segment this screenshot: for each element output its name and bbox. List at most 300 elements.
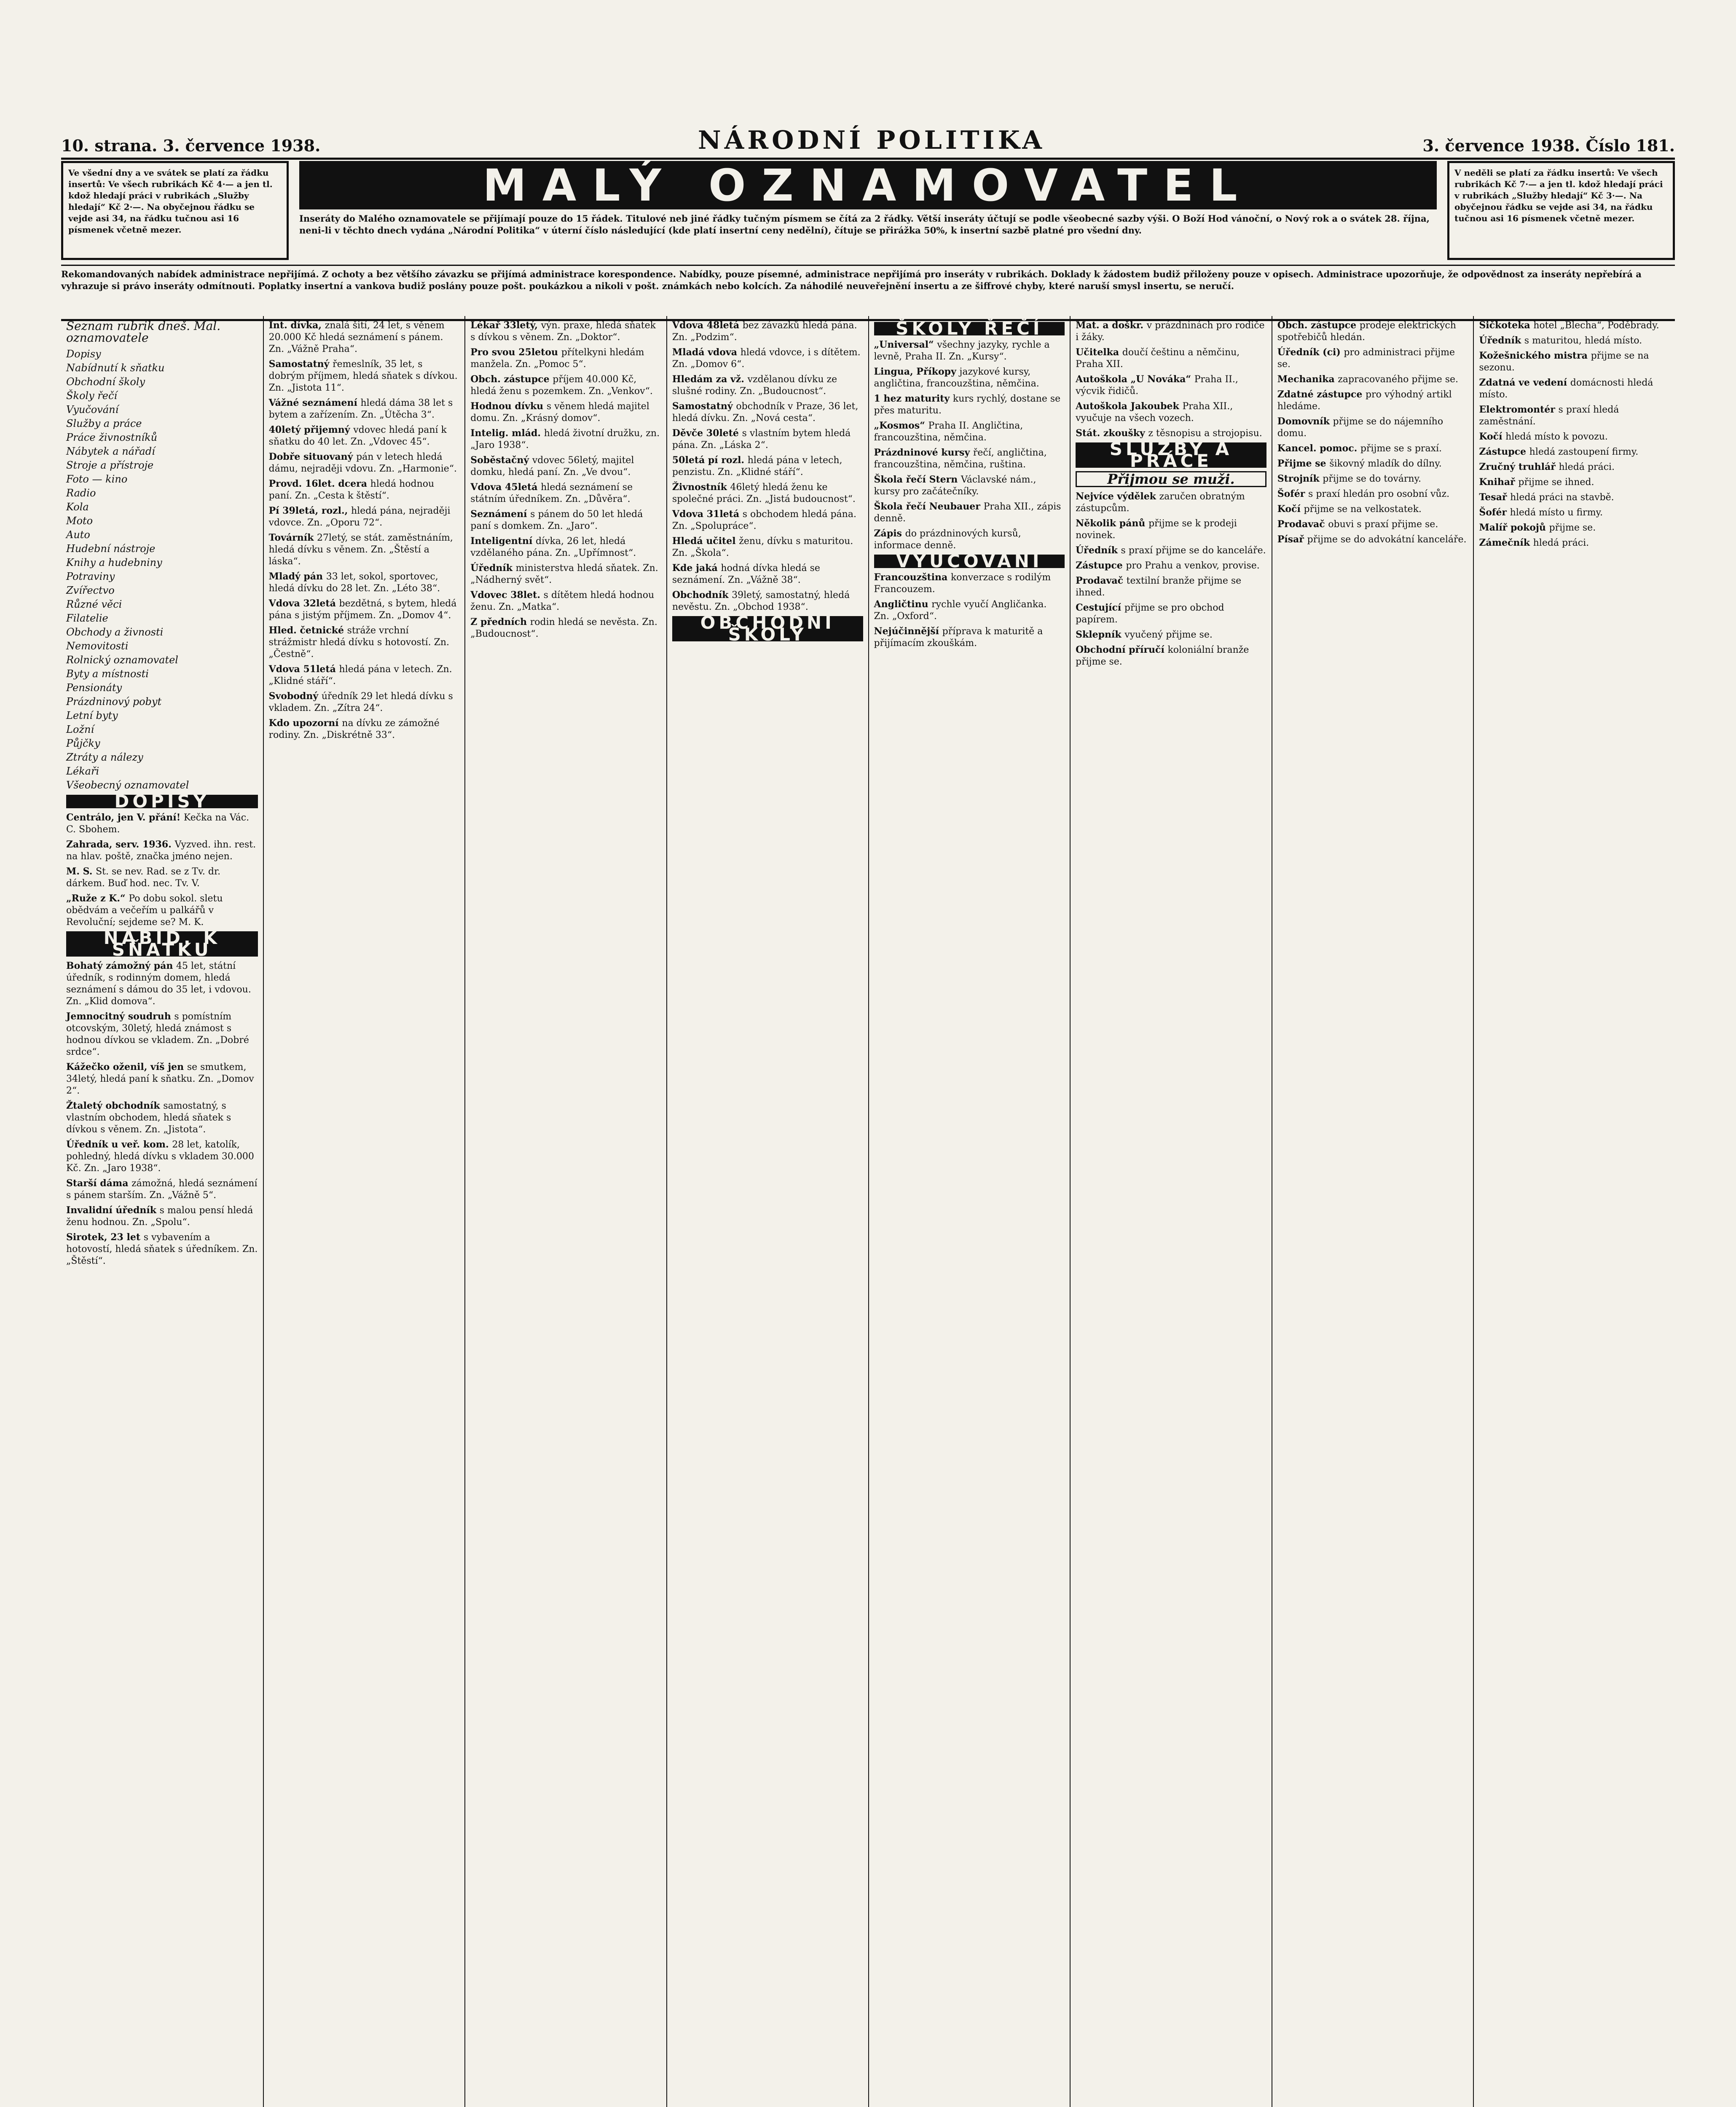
ad-text: přijme se s praxí. [1360,443,1442,454]
section-heading-snatek: NABÍD. K SŇATKU [66,931,258,957]
classified-ad [1277,389,1468,413]
ad-text: s obchodem hledá pána. Zn. „Spolupráce“. [672,509,856,531]
ad-text: přijme se do továrny. [1323,474,1422,484]
ad-list [1277,319,1468,546]
ad-heading: Knihař [1479,477,1519,488]
ad-heading: Hodnou dívku [470,401,547,412]
classified-ad [874,625,1065,649]
classified-ad [1479,335,1670,347]
ad-heading: Šofér [1479,507,1510,518]
rubric-item: Obchody a živnosti [66,626,164,638]
ad-text: hledá práci na stavbě. [1510,492,1614,503]
classified-ad [874,366,1065,390]
classified-ad [874,474,1065,498]
rubric-item: Hudební nástroje [66,543,156,555]
ad-text: přijme se na sezonu. [1479,351,1649,373]
column-8 [1473,316,1675,2107]
classified-ad [1277,442,1468,455]
ad-heading: Nejúčinnější [874,626,942,637]
ad-text: s malou pensí hledá ženu hodnou. Zn. „Spolu“. [66,1205,253,1228]
rubric-item: Ložní [66,724,94,735]
ad-text: řečí, angličtina, francouzština, němčina, ruština. [874,448,1047,470]
ad-heading: Žtaletý obchodník [66,1100,164,1111]
ad-heading: Šofér [1277,488,1309,499]
ad-text: hledá vdovce, i s dítětem. Zn. „Domov 6“. [672,347,861,370]
classified-ad [1479,446,1670,458]
ad-text: Praha II. Angličtina, francouzština, němčina. [874,421,1023,443]
rubric-item: Byty a místnosti [66,668,149,680]
ad-heading: Z předních [470,617,530,627]
ad-text: přijme se. [1549,523,1596,533]
ad-heading: Bohatý zámožný pán [66,960,177,971]
rubric-item: Pensionáty [66,682,122,694]
rubric-item: Dopisy [66,348,101,360]
classified-ad [66,1204,258,1228]
classified-ad [470,373,661,397]
ad-text: koloniální branže přijme se. [1076,645,1249,667]
ad-text: všechny jazyky, rychle a levně, Praha II. Zn. „Kursy“. [874,340,1050,362]
ad-heading: „Universal“ [874,339,937,350]
classified-ad [1076,629,1266,641]
rubric-item: Auto [66,529,90,541]
ad-text: 39letý, samostatný, hledá nevěstu. Zn. „Obchod 1938“. [672,590,850,612]
ad-heading: Soběstačný [470,455,532,466]
section-heading-sluzby: SLUŽBY A PRÁCE [1076,442,1266,468]
classified-ad [470,346,661,370]
classified-ad [1076,517,1266,541]
ad-text: bezdětná, s bytem, hledá pána s jistým příjmem. Zn. „Domov 4“. [268,598,457,621]
ad-text: rodin hledá se nevěsta. Zn. „Budoucnost“. [470,617,657,639]
column-3 [464,316,666,2107]
classified-ad [1277,373,1468,386]
ad-text: s praxí hledá zaměstnání. [1479,405,1619,427]
ad-text: Praha XII., vyučuje na všech vozech. [1076,401,1233,424]
ad-heading: Starší dáma [66,1178,132,1189]
subheading-hledaji: Přijmou se muži. [1076,471,1266,487]
ad-text: řemeslník, 35 let, s dobrým příjmem, hledá sňatek s dívkou. Zn. „Jistota 11“. [268,359,458,393]
classified-ad [1479,350,1670,374]
ad-list [1076,319,1266,440]
ad-text: hledá seznámení se státním úředníkem. Zn. „Důvěra“. [470,482,633,504]
ad-text: pán v letech hledá dámu, nejraději vdovu. Zn. „Harmonie“. [268,452,457,474]
classified-ad [269,717,460,741]
newspaper-title: NÁRODNÍ POLITIKA [698,126,1045,155]
classified-ad [269,319,460,355]
ad-text: s pomístním otcovským, 30letý, hledá známost s hodnou dívkou se vkladem. Zn. „Dobré srdce“. [66,1011,249,1057]
ad-heading: Úředník [1076,545,1121,556]
ad-text: domácnosti hledá místo. [1479,378,1653,400]
classified-ad [269,397,460,421]
ad-text: Kečka na Vác. C. Sbohem. [66,812,250,835]
ad-text: přijme se do advokátní kanceláře. [1307,534,1467,545]
column-7 [1272,316,1473,2107]
ad-text: Václavské nám., kursy pro začátečníky. [874,474,1036,497]
ad-text: St. se nev. Rad. se z Tv. dr. dárkem. Buď hod. nec. Tv. V. [66,866,221,889]
classified-ad [1479,491,1670,504]
rubric-item: Letní byty [66,710,118,721]
ad-text: hledá zastoupení firmy. [1529,447,1639,457]
classified-ad [66,866,258,890]
ad-text: Praha II., výcvik řidičů. [1076,374,1238,397]
ad-heading: Sklepník [1076,629,1125,640]
classified-ad [1076,544,1266,557]
rubric-item: Školy řečí [66,390,118,402]
rubric-list [66,347,258,792]
ad-list [66,960,258,1267]
classified-ad [672,535,863,559]
ad-heading: Vdova 48letá [672,320,743,331]
ad-text: jazykové kursy, angličtina, francouzština, němčina. [874,367,1039,389]
ad-text: příprava k maturitě a přijímacím zkouškám. [874,626,1043,649]
classified-ad [874,447,1065,471]
ad-text: Vyzved. ihn. rest. na hlav. poště, značka jméno nejen. [66,839,256,862]
classified-ad [874,571,1065,595]
ad-heading: Kočí [1479,431,1506,442]
ad-heading: Zahrada, serv. 1936. [66,839,175,850]
ad-list [470,319,661,640]
classified-ad [269,451,460,475]
ad-text: hledá dáma 38 let s bytem a zařízením. Zn. „Útěcha 3“. [268,398,453,420]
classified-ad [672,508,863,532]
ad-heading: Prodavač [1277,519,1328,530]
ad-list [66,812,258,928]
ad-text: 45 let, státní úředník, s rodinným domem, hledá seznámení s dámou do 35 let, i vdovou. Zn. „Klid domova“. [66,961,251,1007]
classified-ad [1076,346,1266,370]
ad-heading: Mladá vdova [672,347,741,358]
ad-text: hledá pána v letech. Zn. „Klidné stáří“. [268,664,452,686]
classified-ad [269,690,460,714]
ad-heading: Zápis [874,528,905,539]
ad-text: hledá místo u firmy. [1510,507,1603,518]
ad-heading: 1 hez maturity [874,393,953,404]
ad-text: vdovec 56letý, majitel domku, hledá paní. Zn. „Ve dvou“. [470,455,634,477]
classified-ad [66,1061,258,1097]
classified-ad [1479,507,1670,519]
ad-heading: Učitelka [1076,347,1122,358]
classified-ad [1277,319,1468,343]
ad-heading: Centrálo, jen V. přání! [66,812,184,823]
rubric-item: Kola [66,501,89,513]
classified-ad [672,427,863,451]
rubric-item: Rolnický oznamovatel [66,654,178,666]
classified-ad [470,319,661,343]
ad-heading: Obchodník [672,590,732,600]
classified-ad [1076,602,1266,626]
ad-text: prodeje elektrických spotřebičů hledán. [1277,320,1456,343]
classified-ad [672,319,863,343]
ad-heading: Úředník [470,563,516,574]
classified-ad [672,400,863,424]
rules-text: Rekomandovaných nabídek administrace nepřijímá. Z ochoty a bez většího závazku se přijímá administrace korespondence. Nabídky, pouze písemné, administrace nepřijímá pro inseráty v rubrikách. Doklady k žádostem budiž přiloženy pouze v opisech. Administrace upozorňuje, že odpovědnost za inseráty nepřebírá a vyhrazuje si právo inseráty odmítnouti. Poplatky insertní a vankova budiž poslány pouze pošt. poukázkou a nikoli v pošt. známkách nebo kolcích. Za náhodilé neuveřejnění insertu a ze šiffrové chyby, které naruší smysl insertu, se neručí. [61,265,1675,321]
rubric-item: Půjčky [66,737,100,749]
column-4 [666,316,868,2107]
rubric-item: Filatelie [66,612,108,624]
ad-heading: Seznámení [470,509,531,520]
rubric-item: Stroje a přístroje [66,459,154,471]
classified-ad [470,427,661,451]
ad-text: z těsnopisu a strojopisu. [1148,428,1262,439]
classified-ad [269,505,460,529]
ad-heading: Elektromontér [1479,404,1559,415]
ad-text: přijme se pro obchod papírem. [1076,603,1224,625]
classified-ad [672,589,863,613]
rubric-item: Prázdninový pobyt [66,696,162,708]
ad-heading: Samostatný [268,359,333,370]
classified-ad [672,562,863,586]
ad-text: hledá práci. [1533,538,1589,548]
classified-ad [66,960,258,1008]
classified-ad [1076,575,1266,599]
ad-text: hledá místo k povozu. [1505,432,1608,442]
ad-text: konverzace s rodilým Francouzem. [874,572,1051,595]
classified-ad [470,616,661,640]
ad-heading: M. S. [66,866,96,877]
ad-text: s praxí přijme se do kanceláře. [1121,545,1266,556]
ad-heading: 40letý přijemný [268,424,354,435]
ad-text: hledá pána v letech, penzistu. Zn. „Klidné stáří“. [672,455,843,477]
ad-heading: Obch. zástupce [1277,320,1360,331]
ad-text: zaručen obratným zástupcům. [1076,491,1245,514]
ad-text: s dítětem hledá hodnou ženu. Zn. „Matka“. [470,590,655,612]
classified-ad [1277,518,1468,531]
ad-heading: Kdo upozorní [268,718,342,729]
classified-ad [874,528,1065,552]
ad-list [1479,319,1670,549]
section-heading-dopisy: DOPISY [66,795,258,808]
rubric-item: Ztráty a nálezy [66,751,143,763]
classified-ad [470,400,661,424]
ad-text: zámožná, hledá seznámení s pánem starším. Zn. „Vážně 5“. [66,1178,258,1201]
ad-text: výn. praxe, hledá sňatek s dívkou s věnem. Zn. „Doktor“. [470,320,656,343]
ad-heading: Kážečko oženil, víš jen [66,1062,187,1072]
ad-heading: Mladý pán [268,571,326,582]
ad-text: 27letý, se stát. zaměstnáním, hledá dívku s věnem. Zn. „Štěstí a láska“. [268,533,453,567]
ad-text: zapracovaného přijme se. [1338,374,1459,385]
section-heading-obchodni-skoly: OBCHODNÍ ŠKOLY [672,616,863,641]
rubric-item: Všeobecný oznamovatel [66,779,189,791]
classified-ad [1479,431,1670,443]
ad-text: stráže vrchní strážmistr hledá dívku s hotovostí. Zn. „Čestně“. [268,625,450,659]
ad-text: hledá životní družku, zn. „Jaro 1938“. [470,428,660,450]
ad-heading: Dobře situovaný [268,451,357,462]
classified-ad [269,358,460,394]
ad-heading: Kočí [1277,504,1304,515]
classified-ad [1076,491,1266,515]
ad-text: přijme se k prodeji novinek. [1076,518,1237,541]
ad-heading: Hled. četnické [268,625,347,636]
section-heading-vyucovani: VYUČOVÁNÍ [874,555,1065,568]
ad-heading: Hledám za vž. [672,374,748,385]
ad-heading: Vážné seznámení [268,397,361,408]
ad-text: do prázdninových kursů, informace denně. [874,528,1021,551]
ad-heading: Vdova 51letá [268,664,339,675]
classified-ad [1277,346,1468,370]
column-6 [1070,316,1272,2107]
rubric-item: Obchodní školy [66,376,145,388]
ad-heading: Angličtinu [874,599,932,610]
classified-ad [1479,522,1670,534]
classified-ad [1076,319,1266,343]
ad-text: Praha XII., zápis denně. [874,501,1061,524]
ad-heading: Kde jaká [672,563,721,574]
ad-list [269,319,460,741]
classified-ad [269,625,460,660]
ad-text: pro výhodný artikl hledáme. [1277,389,1452,412]
ad-heading: Prodavač [1076,575,1127,586]
classified-ad [672,454,863,478]
ad-text: s maturitou, hledá místo. [1524,335,1642,346]
rubric-item: Knihy a hudebniny [66,557,162,568]
ad-heading: Vdova 31letá [672,509,743,520]
ad-text: příjem 40.000 Kč, hledá ženu s pozemkem. Zn. „Venkov“. [470,374,653,397]
ad-heading: Strojník [1277,473,1323,484]
ad-heading: Obch. zástupce [470,374,553,385]
ad-heading: Živnostník [672,482,730,493]
ad-heading: Samostatný [672,401,736,412]
ad-heading: Tesař [1479,492,1511,503]
ad-text: hledá hodnou paní. Zn. „Cesta k štěstí“. [268,479,435,501]
ad-heading: Jemnocitný soudruh [66,1011,174,1022]
ad-text: s vlastním bytem hledá pána. Zn. „Láska 2“. [672,428,851,450]
ad-list [874,571,1065,649]
ad-text: pro Prahu a venkov, provise. [1126,560,1260,571]
ad-heading: „Kosmos“ [874,420,928,431]
ad-text: hledá práci. [1559,462,1615,472]
page-header [61,113,1675,160]
ad-text: znalá šití, 24 let, s věnem 20.000 Kč hledá seznámení s pánem. Zn. „Vážně Praha“. [268,320,445,354]
ad-heading: Škola řečí Stern [874,474,961,485]
ad-text: dívka, 26 let, hledá vzdělaného pána. Zn. „Upřímnost“. [470,536,636,558]
ad-heading: Sirotek, 23 let [66,1232,144,1243]
ad-text: hodná dívka hledá se seznámení. Zn. „Vážně 38“. [672,563,820,585]
classified-ad [269,663,460,687]
ad-heading: Továrník [268,532,317,543]
ad-heading: Vdova 32letá [268,598,339,609]
rubric-item: Zvířectvo [66,584,115,596]
classified-ad [470,589,661,613]
ad-heading: Kancel. pomoc. [1277,443,1360,454]
column-2 [263,316,465,2107]
ad-text: obuvi s praxí přijme se. [1328,519,1438,530]
classified-ad [672,373,863,397]
ad-text: rychle vyučí Angličanka. Zn. „Oxford“. [874,599,1047,622]
column-1 [61,316,263,2107]
ad-text: přijme se na velkostatek. [1304,504,1422,515]
ad-text: šikovný mladík do dílny. [1329,458,1442,469]
ad-heading: Lingua, Příkopy [874,366,960,377]
classified-ad [269,424,460,448]
ad-text: 28 let, katolík, pohledný, hledá dívku s vkladem 30.000 Kč. Zn. „Jaro 1938“. [66,1139,254,1174]
rubric-list-title: Seznam rubrik dneš. Mal. oznamovatele [66,319,221,345]
ad-heading: Vdova 45letá [470,482,541,493]
ad-heading: Svobodný [268,691,322,702]
ad-text: 46letý hledá ženu ke společné práci. Zn. „Jistá budoucnost“. [672,482,856,504]
classified-ad [269,532,460,568]
classified-ad [1076,427,1266,440]
classified-ad [66,839,258,863]
classified-ad [874,339,1065,363]
classified-ad [269,571,460,595]
ad-text: bez závazků hledá pána. Zn. „Podzim“. [672,320,857,343]
ad-heading: Malíř pokojů [1479,522,1549,533]
ad-heading: Prázdninové kursy [874,447,973,458]
price-box-sunday: V neděli se platí za řádku insertů: Ve všech rubrikách Kč 7·— a jen tl. kdož hledají práci v rubrikách „Služby hledají“ Kč 3·—. Na obyčejnou řádku se vejde asi 34, na řádku tučnou asi 16 písmenek včetně mezer. [1447,161,1675,260]
ad-text: 33 let, sokol, sportovec, hledá dívku do 28 let. Zn. „Léto 38“. [268,571,440,594]
rubric-item: Lékaři [66,765,99,777]
ad-heading: Úředník u veř. kom. [66,1139,172,1150]
ad-heading: Francouzština [874,572,951,583]
ad-heading: Int. dívka, [268,320,325,331]
rubric-item: Radio [66,487,96,499]
rubric-item: Různé věci [66,598,122,610]
ad-heading: Hledá učitel [672,536,739,547]
ad-list [874,339,1065,552]
classified-ad [874,598,1065,622]
ad-heading: Stát. zkoušky [1076,428,1148,439]
ad-heading: Invalidní úředník [66,1205,160,1216]
ad-heading: Písař [1277,534,1307,545]
ad-heading: Nejvíce výdělek [1076,491,1159,502]
ad-text: ministerstva hledá sňatek. Zn. „Nádherný svět“. [470,563,658,585]
rubric-item: Nabídnutí k sňatku [66,362,165,374]
ad-heading: Domovník [1277,416,1333,427]
classified-ad [1479,319,1670,332]
ad-heading: Lékař 33letý, [470,320,541,331]
ad-text: vzdělanou dívku ze slušné rodiny. Zn. „Budoucnost“. [672,374,837,397]
classified-ad [1479,537,1670,549]
ad-heading: Zručný truhlář [1479,461,1559,472]
ad-heading: Pí 39letá, rozl., [268,505,351,516]
rubric-item: Potraviny [66,571,115,582]
classified-ad [1277,416,1468,440]
ad-text: ženu, dívku s maturitou. Zn. „Škola“. [672,536,853,558]
classified-ad [269,478,460,502]
classified-ad [1479,404,1670,428]
classified-ad [1479,476,1670,488]
classified-ad [1076,373,1266,397]
ad-heading: Zdatná ve vedení [1479,377,1570,388]
ad-list [672,319,863,613]
classified-ad [874,420,1065,444]
price-box-weekday: Ve všední dny a ve svátek se platí za řádku insertů: Ve všech rubrikách Kč 4·— a jen tl. kdož hledají práci v rubrikách „Služby hledají“ Kč 2·—. Na obyčejnou řádku se vejde asi 34, na řádku tučnou asi 16 písmenek včetně mezer. [61,161,289,260]
section-banner: MALÝ OZNAMOVATEL [299,161,1437,209]
ad-text: s věnem hledá majitel domu. Zn. „Krásný domov“. [470,401,649,424]
banner-text: Inseráty do Malého oznamovatele se přijímají pouze do 15 řádek. Titulové neb jiné řádky tučným písmem se čítá za 2 řádky. Větší inseráty účtují se podle všeobecné sazby výši. O Boží Hod vánoční, o Nový rok a o svátek 28. října, neni-li v těchto dnech vydána „Národní Politika“ v úterní číslo následující (kde platí insertní ceny nedělní), čítuje se přirážka 50%, k insertní sazbě platné pro všední dny. [299,213,1430,236]
ad-heading: „Ruže z K.“ [66,893,129,904]
ad-text: Po dobu sokol. sletu obědvám a večeřím u palkářů v Revoluční; sejdeme se? M. K. [66,893,223,928]
ad-text: doučí češtinu a němčinu, Praha XII. [1076,347,1240,370]
classified-ad [1277,533,1468,546]
classified-ad [1479,461,1670,473]
ad-heading: Provd. 16let. dcera [268,478,370,489]
rubric-item: Práce živnostníků [66,432,158,443]
ad-heading: Vdovec 38let. [470,590,544,600]
classified-ad [672,481,863,505]
ad-heading: Zástupce [1076,560,1126,571]
ad-text: hledá pána, nejraději vdovce. Zn. „Oporu 72“. [268,506,451,528]
classified-ad [874,393,1065,417]
ad-heading: Úředník [1479,335,1524,346]
rubric-item: Nemovitosti [66,640,129,652]
ad-heading: Autoškola „U Nováka“ [1076,374,1194,385]
classified-ad [470,535,661,559]
ad-heading: Děvče 30leté [672,428,742,439]
ad-heading: Autoškola Jakoubek [1076,401,1183,412]
ad-heading: Zástupce [1479,446,1529,457]
classified-ad [66,1231,258,1267]
classified-ad [66,893,258,928]
ad-heading: Několik pánů [1076,518,1149,529]
